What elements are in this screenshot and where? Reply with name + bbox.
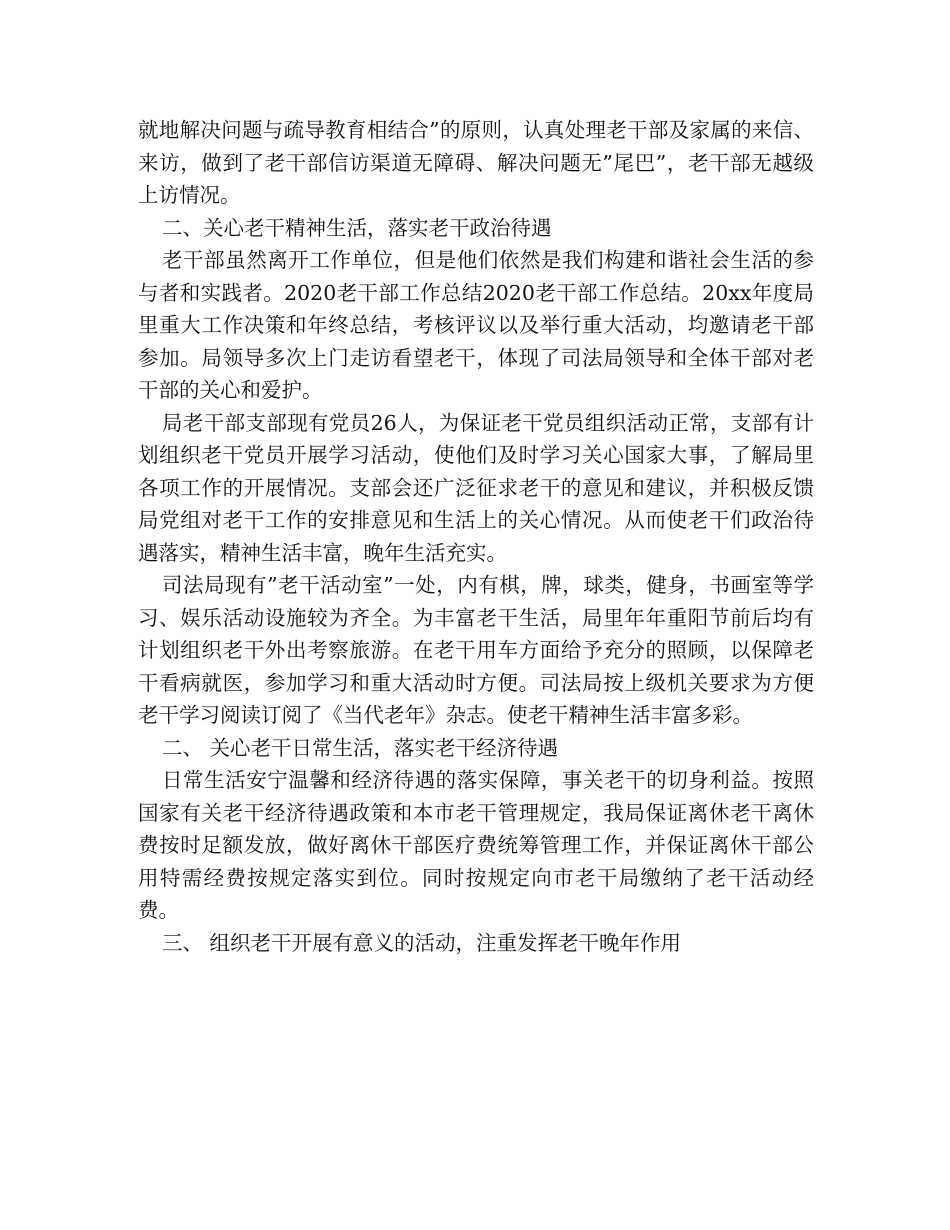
paragraph-intro-continuation: 就地解决问题与疏导教育相结合”的原则，认真处理老干部及家属的来信、来访，做到了老干部信访渠道无障碍、解决问题无”尾巴”，老干部无越级上访情况。 (138, 118, 814, 207)
section-heading-spiritual-life: 二、关心老干精神生活，落实老干政治待遇 (162, 215, 552, 240)
paragraph-economic-benefits: 日常生活安宁温馨和经济待遇的落实保障，事关老干的切身利益。按照国家有关老干经济待遇政策和本市老干管理规定，我局保证离休老干离休费按时足额发放，做好离休干部医疗费统筹管理工作，并保证离休干部公用特需经费按规定落实到位。同时按规定向市老干局缴纳了老干活动经费。 (138, 768, 814, 922)
section-heading-activities: 三、 组织老干开展有意义的活动，注重发挥老干晚年作用 (162, 930, 682, 955)
document-body (138, 114, 814, 959)
paragraph-activity-room: 司法局现有”老干活动室”一处，内有棋，牌，球类，健身，书画室等学习、娱乐活动设施较为齐全。为丰富老干生活，局里年年重阳节前后均有计划组织老干外出考察旅游。在老干用车方面给予充分的照顾，以保障老干看病就医，参加学习和重大活动时方便。司法局按上级机关要求为方便老干学习阅读订阅了《当代老年》杂志。使老干精神生活丰富多彩。 (138, 573, 814, 727)
paragraph-participation: 老干部虽然离开工作单位，但是他们依然是我们构建和谐社会生活的参与者和实践者。2020老干部工作总结2020老干部工作总结。20xx年度局里重大工作决策和年终总结，考核评议以及举行重大活动，均邀请老干部参加。局领导多次上门走访看望老干，体现了司法局领导和全体干部对老干部的关心和爱护。 (138, 248, 814, 402)
paragraph-party-branch: 局老干部支部现有党员26人，为保证老干党员组织活动正常，支部有计划组织老干党员开展学习活动，使他们及时学习关心国家大事，了解局里各项工作的开展情况。支部会还广泛征求老干的意见和建议，并积极反馈局党组对老干工作的安排意见和生活上的关心情况。从而使老干们政治待遇落实，精神生活丰富，晚年生活充实。 (138, 410, 814, 565)
section-heading-daily-life: 二、 关心老干日常生活，落实老干经济待遇 (162, 735, 559, 760)
